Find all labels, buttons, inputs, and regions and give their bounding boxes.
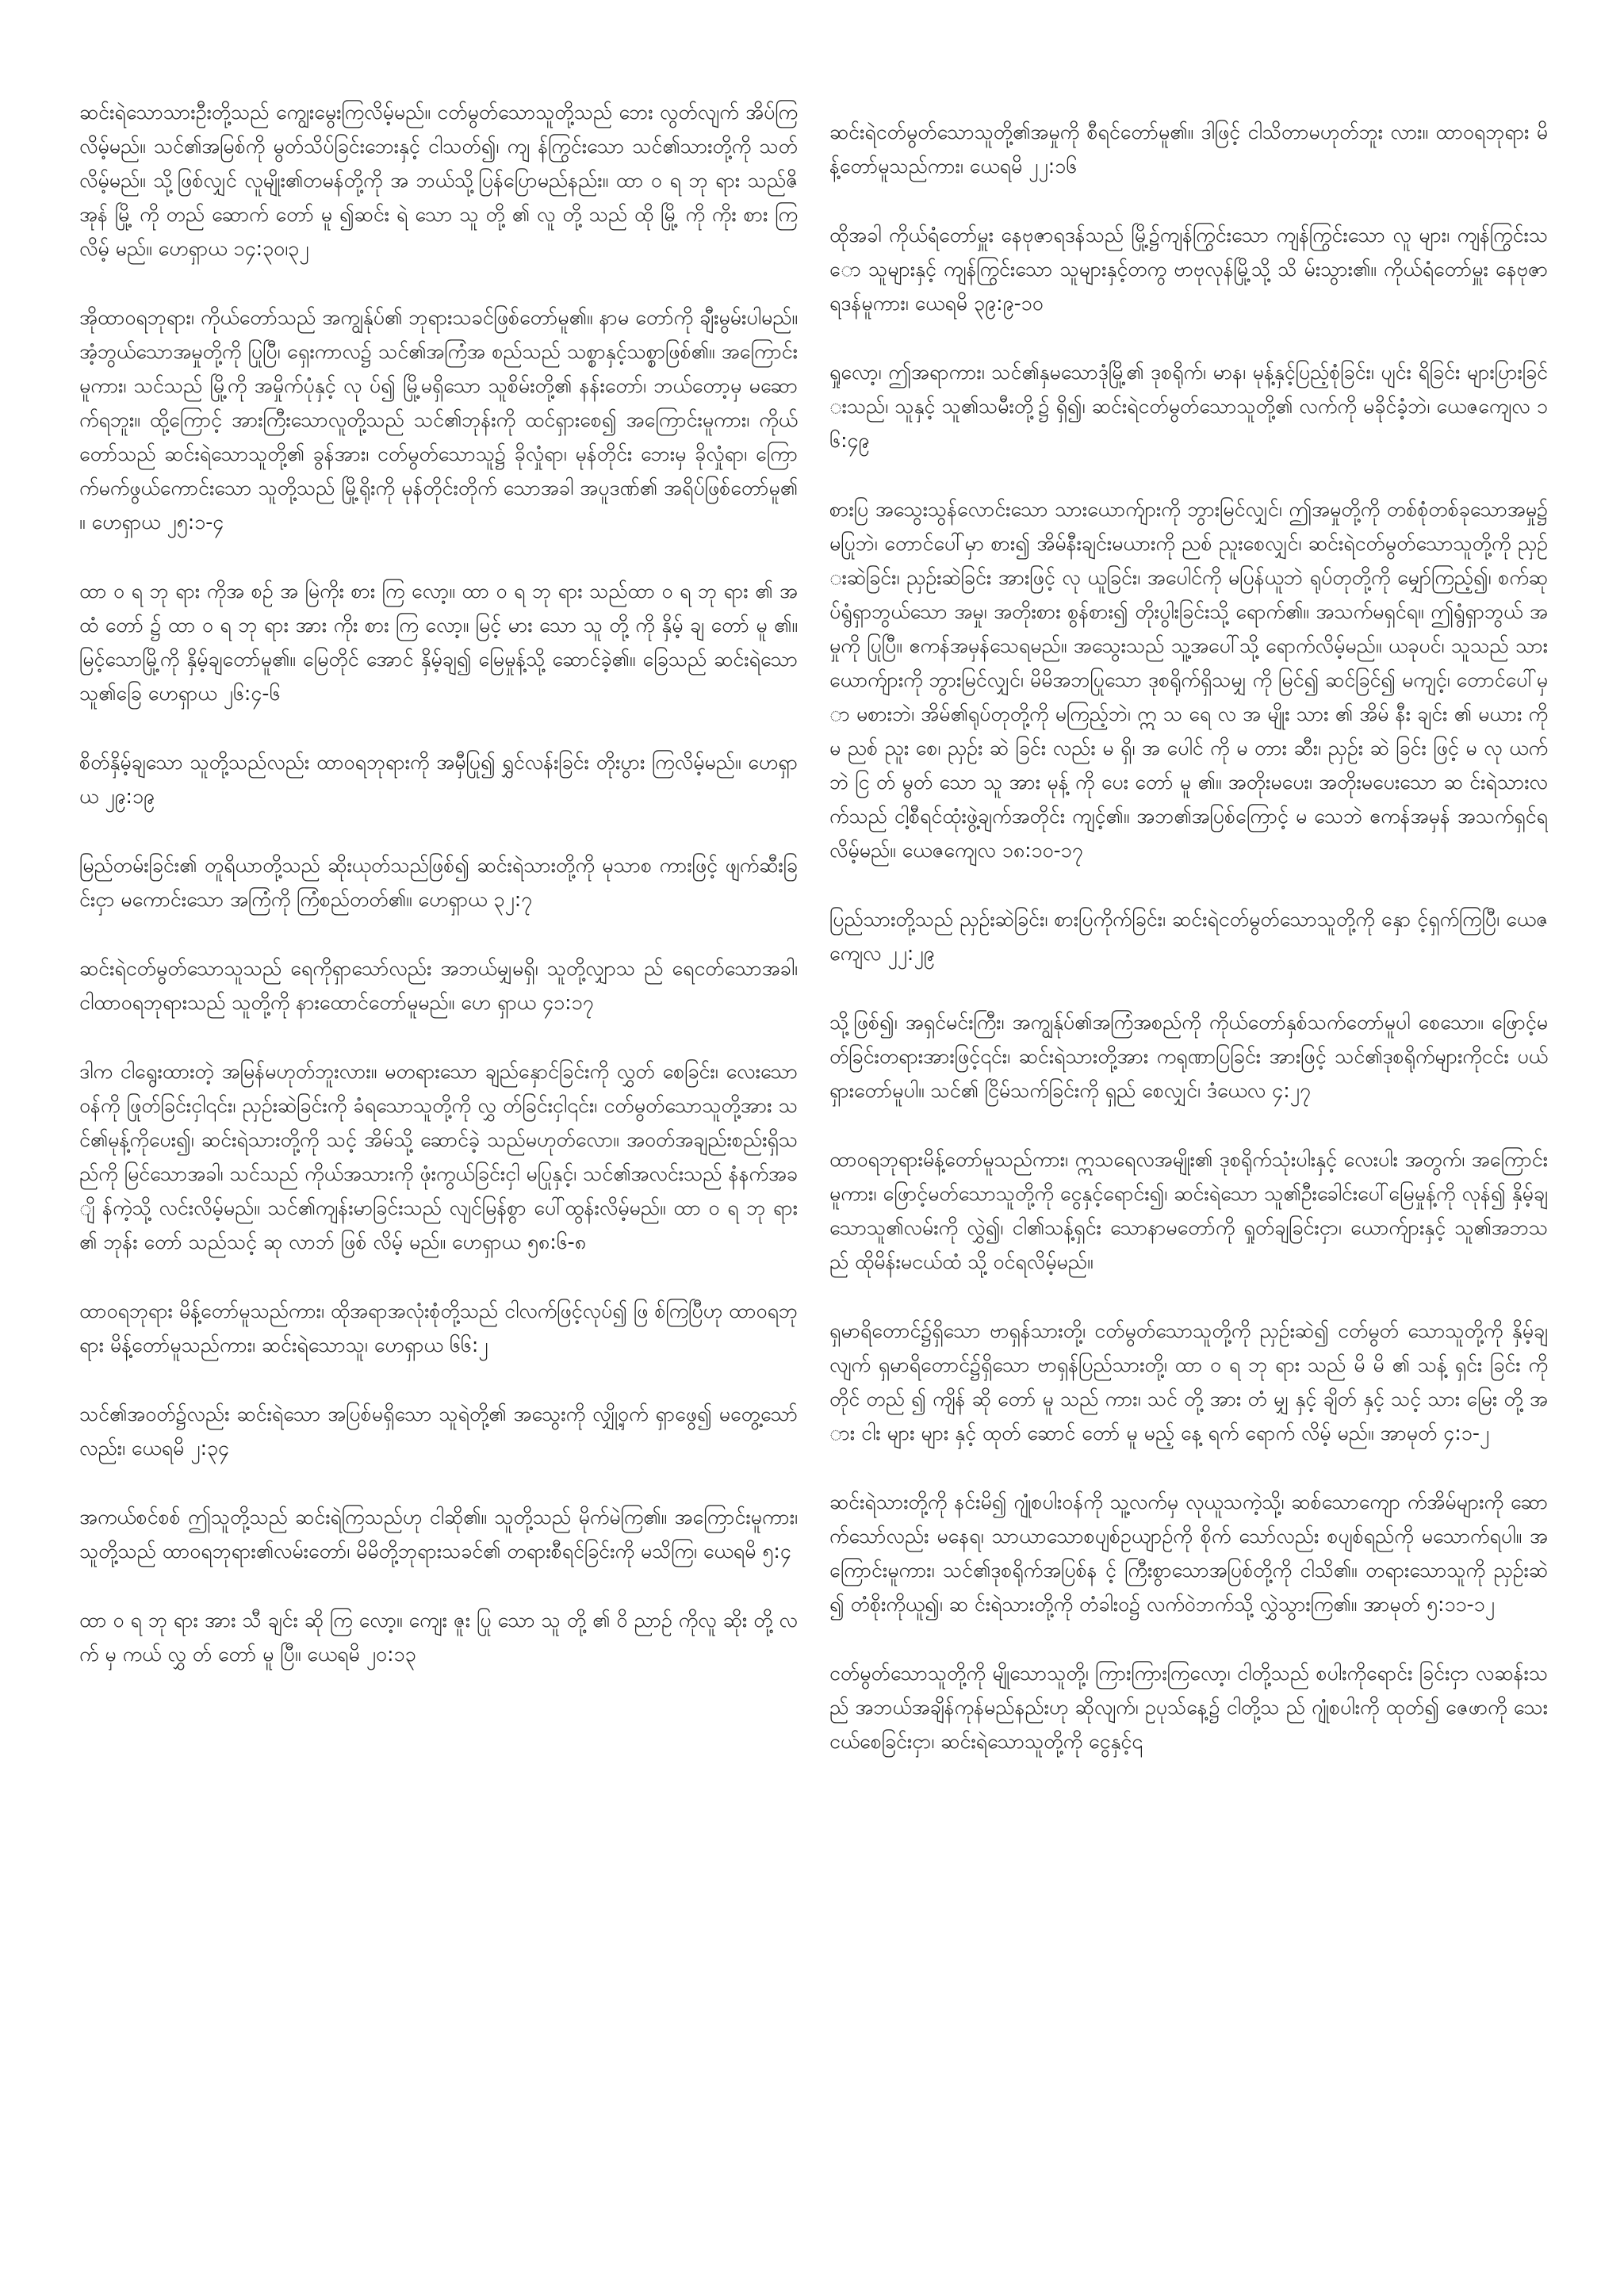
verse-paragraph: ထာဝရဘုရားမိန့်တော်မူသည်ကား၊ ဣသရေလအမျိုး၏ ဒုစရိုက်သုံးပါးနှင့် လေးပါး အတွက်၊ အကြောင်းမူကား၊ ဖြောင့်မတ်သောသူတို့ကို ငွေနှင့်ရောင်း၍၊ ဆင်းရဲသော သူ၏ဦးခေါင်းပေါ်မြေမှုန့်ကို လုန်၍ နှိမ့်ချသောသူ၏လမ်းကို လွှဲ၍၊ ငါ၏သန့်ရှင်း သောနာမတော်ကို ရှုတ်ချခြင်းငှာ၊ ယောက်ျားနှင့် သူ၏အဘသည် ထိုမိန်းမငယ်ထံ သို့ ဝင်ရလိမ့်မည်။ [829,1148,1548,1273]
verse-paragraph: ဆင်းရဲငတ်မွတ်သောသူသည် ရေကိုရှာသော်လည်း အဘယ်မျှမရှိ၊ သူတို့လျှာသ ည် ရေငတ်သောအခါ၊ ငါထာဝရဘုရားသည် သူတို့ကို နားထောင်တော်မူမည်။ ဟေ ရှာယ ၄၁:၁၇ [79,957,798,1014]
verse-paragraph: ထာဝရဘုရား မိန့်တော်မူသည်ကား၊ ထိုအရာအလုံးစုံတို့သည် ငါလက်ဖြင့်လုပ်၍ ဖြ စ်ကြပြီဟု ထာဝရဘုရား မိန့်တော်မူသည်ကား၊ ဆင်းရဲသောသူ၊ ဟေရှာယ ၆၆:၂ [79,1299,798,1357]
verse-paragraph: ထာ ဝ ရ ဘု ရား အား သီ ချင်း ဆို ကြ လော့။ ကျေး ဇူး ပြု သော သူ တို့ ၏ ဝိ ညာဉ် ကိုလူ ဆိုး တို့ လက် မှ ကယ် လွှ တ် တော် မူ ပြီ။ ယေရမိ ၂၀:၁၃ [79,1609,798,1666]
verse-paragraph: ဆင်းရဲငတ်မွတ်သောသူတို့၏အမှုကို စီရင်တော်မူ၏။ ဒါဖြင့် ငါသိတာမဟုတ်ဘူး လား။ ထာဝရဘုရား မိန့်တော်မူသည်ကား၊ ယေရမိ ၂၂:၁၆ [829,121,1548,178]
verse-paragraph: သင်၏အဝတ်၌လည်း ဆင်းရဲသော အပြစ်မရှိသော သူရဲတို့၏ အသွေးကို လျှို့ဝှက် ရှာဖွေ၍ မတွေ့သော်လည်း၊ ယေရမိ ၂:၃၄ [79,1402,798,1460]
verse-paragraph: ပြည်သားတို့သည် ညှဉ်းဆဲခြင်း၊ စားပြကိုက်ခြင်း၊ ဆင်းရဲငတ်မွတ်သောသူတို့ကို နှော င့်ရှက်ကြပြီ၊ ယေဇကျေလ ၂၂:၂၉ [829,908,1548,965]
left-column [79,95,798,2267]
verse-paragraph: ထာ ဝ ရ ဘု ရား ကိုအ စဉ် အ မြဲကိုး စား ကြ လော့။ ထာ ဝ ရ ဘု ရား သည်ထာ ဝ ရ ဘု ရား ၏ အ ထံ တော် ၌ ထာ ဝ ရ ဘု ရား အား ကိုး စား ကြ လော့။ မြင့် မား သော သူ တို့ ကို နှိမ့် ချ တော် မူ ၏။ မြင့်သောမြို့ကို နှိမ့်ချတော်မူ၏။ မြေတိုင် အောင် နှိမ့်ချ၍ မြေမှုန့်သို့ ဆောင်ခဲ့၏။ ခြေသည် ဆင်းရဲသောသူ၏ခြေ ဟေရှာယ ၂၆:၄-၆ [79,580,798,705]
verse-paragraph: ဆင်းရဲသောသားဦးတို့သည် ကျွေးမွေးကြလိမ့်မည်။ ငတ်မွတ်သောသူတို့သည် ဘေး လွတ်လျက် အိပ်ကြလိမ့်မည်။ သင်၏အမြစ်ကို မွတ်သိပ်ခြင်းဘေးနှင့် ငါသတ်၍၊ ကျ န်ကြွင်းသော သင်၏သားတို့ကို သတ်လိမ့်မည်။ သို့ဖြစ်လျှင် လူမျိုး၏တမန်တို့ကို အ ဘယ်သို့ပြန်ပြောမည်နည်း။ ထာ ဝ ရ ဘု ရား သည်ဇိ အုန် မြို့ ကို တည် ဆောက် တော် မူ ၍ဆင်း ရဲ သော သူ တို့ ၏ လူ တို့ သည် ထို မြို့ ကို ကိုး စား ကြ လိမ့် မည်။ ဟေရှာယ ၁၄:၃၀၊၃၂ [79,101,798,260]
verse-paragraph: အိုထာဝရဘုရား၊ ကိုယ်တော်သည် အကျွန်ုပ်၏ ဘုရားသခင်ဖြစ်တော်မူ၏။ နာမ တော်ကို ချီးမွမ်းပါမည်။ အံ့ဘွယ်သောအမှုတို့ကို ပြုပြီ၊ ရှေးကာလ၌ သင်၏အကြံအ စည်သည် သစ္စာနှင့်သစ္စာဖြစ်၏။ အကြောင်းမူကား၊ သင်သည် မြို့ကို အမှိုက်ပုံနှင့် လု ပ်၍ မြို့မရှိသော သူစိမ်းတို့၏ နန်းတော်၊ ဘယ်တော့မှ မဆောက်ရဘူး။ ထို့ကြောင့် အားကြီးသောလူတို့သည် သင်၏ဘုန်းကို ထင်ရှားစေ၍ အကြောင်းမူကား၊ ကိုယ် တော်သည် ဆင်းရဲသောသူတို့၏ ခွန်အား၊ ငတ်မွတ်သောသူ၌ ခိုလှုံရာ၊ မုန်တိုင်း ဘေးမှ ခိုလှုံရာ၊ ကြောက်မက်ဖွယ်ကောင်းသော သူတို့သည် မြို့ရိုးကို မုန်တိုင်းတိုက် သောအခါ အပူဒဏ်၏ အရိပ်ဖြစ်တော်မူ၏။ ဟေရှာယ ၂၅:၁-၄ [79,306,798,534]
verse-paragraph: မြည်တမ်းခြင်း၏ တူရိယာတို့သည် ဆိုးယုတ်သည်ဖြစ်၍ ဆင်းရဲသားတို့ကို မုသာစ ကားဖြင့် ဖျက်ဆီးခြင်းငှာ မကောင်းသော အကြံကို ကြံစည်တတ်၏။ ဟေရှာယ ၃၂:၇ [79,854,798,911]
right-column [829,115,1548,2287]
verse-paragraph: သို့ဖြစ်၍၊ အရှင်မင်းကြီး၊ အကျွန်ုပ်၏အကြံအစည်ကို ကိုယ်တော်နှစ်သက်တော်မူပါ စေသော။ ဖြောင့်မတ်ခြင်းတရားအားဖြင့်၎င်း၊ ဆင်းရဲသားတို့အား ကရုဏာပြခြင်း အားဖြင့် သင်၏ဒုစရိုက်များကိုငင်း ပယ်ရှားတော်မူပါ။ သင်၏ ငြိမ်သက်ခြင်းကို ရှည် စေလျှင်၊ ဒံယေလ ၄:၂၇ [829,1011,1548,1102]
verse-paragraph: ထိုအခါ ကိုယ်ရံတော်မှူး နေဗုဇာရဒန်သည် မြို့၌ကျန်ကြွင်းသော ကျန်ကြွင်းသော လူ များ၊ ကျန်ကြွင်းသော သူများနှင့် ကျန်ကြွင်းသော သူများနှင့်တကွ ဗာဗုလုန်မြို့သို့ သိ မ်းသွား၏။ ကိုယ်ရံတော်မှူး နေဗုဇာရဒန်မူကား၊ ယေရမိ ၃၉:၉-၁၀ [829,224,1548,315]
verse-paragraph: ငတ်မွတ်သောသူတို့ကို မျိုသောသူတို့၊ ကြားကြားကြလော့၊ ငါတို့သည် စပါးကိုရောင်း ခြင်းငှာ လဆန်းသည် အဘယ်အချိန်ကုန်မည်နည်းဟု ဆိုလျက်၊ ဥပုသ်နေ့၌ ငါတို့သ ည် ဂျုံစပါးကို ထုတ်၍ ဇေဖာကို သေးငယ်စေခြင်းငှာ၊ ဆင်းရဲသောသူတို့ကို ငွေနှင့်၎ [829,1662,1548,1753]
verse-paragraph: ဒါက ငါရွေးထားတဲ့ အမြန်မဟုတ်ဘူးလား။ မတရားသော ချည်နှောင်ခြင်းကို လွှတ် စေခြင်း၊ လေးသောဝန်ကို ဖြုတ်ခြင်းငှါ၎င်း၊ ညှဉ်းဆဲခြင်းကို ခံရသောသူတို့ကို လွှ တ်ခြင်းငှါ၎င်း၊ ငတ်မွတ်သောသူတို့အား သင်၏မုန့်ကိုပေး၍၊ ဆင်းရဲသားတို့ကို သင့် အိမ်သို့ ဆောင်ခဲ့ သည်မဟုတ်လော။ အဝတ်အချည်းစည်းရှိသည်ကို မြင်သောအခါ၊ သင်သည် ကိုယ်အသားကို ဖုံးကွယ်ခြင်းငှါ မပြုနှင့်၊ သင်၏အလင်းသည် နံနက်အချိ န်ကဲ့သို့ လင်းလိမ့်မည်။ သင်၏ကျန်းမာခြင်းသည် လျင်မြန်စွာ ပေါ်ထွန်းလိမ့်မည်။ ထာ ဝ ရ ဘု ရား ၏ ဘုန်း တော် သည်သင့် ဆု လာဘ် ဖြစ် လိမ့် မည်။ ဟေရှာယ ၅၈:၆-၈ [79,1060,798,1253]
verse-paragraph: စားပြ အသွေးသွန်လောင်းသော သားယောက်ျားကို ဘွားမြင်လျှင်၊ ဤအမှုတို့ကို တစ်စုံတစ်ခုသောအမှု၌ မပြုဘဲ၊ တောင်ပေါ်မှာ စား၍ အိမ်နီးချင်းမယားကို ညစ် ညူးစေလျှင်၊ ဆင်းရဲငတ်မွတ်သောသူတို့ကို ညှဉ်းဆဲခြင်း၊ ညှဉ်းဆဲခြင်း အားဖြင့် လု ယူခြင်း၊ အပေါင်ကို မပြန်ယူဘဲ ရုပ်တုတို့ကို မျှော်ကြည့်၍၊ စက်ဆုပ်ရွံရှာဘွယ်သော အမှု၊ အတိုးစား စွန်စား၍ တိုးပွါးခြင်းသို့ ရောက်၏။ အသက်မရှင်ရ။ ဤရွံရှာဘွယ် အမှုကို ပြုပြီ။ ဧကန်အမှန်သေရမည်။ အသွေးသည် သူ့အပေါ်သို့ ရောက်လိမ့်မည်။ ယခုပင်၊ သူသည် သားယောက်ျားကို ဘွားမြင်လျှင်၊ မိမိအဘပြုသော ဒုစရိုက်ရှိသမျှ ကို မြင်၍ ဆင်ခြင်၍ မကျင့်၊ တောင်ပေါ်မှာ မစားဘဲ၊ အိမ်၏ရုပ်တုတို့ကို မကြည့်ဘဲ၊ ဣ သ ရေ လ အ မျိုး သား ၏ အိမ် နီး ချင်း ၏ မယား ကို မ ညစ် ညူး စေ၊ ညှဉ်း ဆဲ ခြင်း လည်း မ ရှိ၊ အ ပေါင် ကို မ တား ဆီး၊ ညှဉ်း ဆဲ ခြင်း ဖြင့် မ လု ယက် ဘဲ ငြ တ် မွတ် သော သူ အား မုန့် ကို ပေး တော် မူ ၏။ အတိုးမပေး၊ အတိုးမပေးသော ဆ င်းရဲသားလက်သည် ငါ့စီရင်ထုံးဖွဲ့ချက်အတိုင်း ကျင့်၏။ အဘ၏အပြစ်ကြောင့် မ သေဘဲ ဧကန်အမှန် အသက်ရှင်ရလိမ့်မည်။ ယေဇကျေလ ၁၈:၁၀-၁၇ [829,498,1548,862]
verse-paragraph: အကယ်စင်စစ် ဤသူတို့သည် ဆင်းရဲကြသည်ဟု ငါဆို၏။ သူတို့သည် မိုက်မဲကြ၏။ အကြောင်းမူကား၊ သူတို့သည် ထာဝရဘုရား၏လမ်းတော်၊ မိမိတို့ဘုရားသခင်၏ တရားစီရင်ခြင်းကို မသိကြ၊ ယေရမိ ၅:၄ [79,1506,798,1563]
verse-paragraph: ရှမာရိတောင်၌ရှိသော ဗာရှန်သားတို့၊ ငတ်မွတ်သောသူတို့ကို ညှဉ်းဆဲ၍ ငတ်မွတ် သောသူတို့ကို နှိမ့်ချလျက် ရှမာရိတောင်၌ရှိသော ဗာရှန်ပြည်သားတို့၊ ထာ ဝ ရ ဘု ရား သည် မိ မိ ၏ သန့် ရှင်း ခြင်း ကို တိုင် တည် ၍ ကျိန် ဆို တော် မူ သည် ကား၊ သင် တို့ အား တံ မျှ နှင့် ချိတ် နှင့် သင့် သား မြေး တို့ အား ငါး များ များ နှင့် ထုတ် ဆောင် တော် မူ မည့် နေ့ ရက် ရောက် လိမ့် မည်။ အာမုတ် ၄:၁-၂ [829,1319,1548,1445]
verse-paragraph: စိတ်နှိမ့်ချသော သူတို့သည်လည်း ထာဝရဘုရားကို အမှီပြု၍ ရွှင်လန်းခြင်း တိုးပွား ကြလိမ့်မည်။ ဟေရှာယ ၂၉:၁၉ [79,751,798,808]
verse-paragraph: ရှုလော့၊ ဤအရာကား၊ သင်၏နှမသောဒုံမြို့၏ ဒုစရိုက်၊ မာန၊ မုန့်နှင့်ပြည့်စုံခြင်း၊ ပျင်း ရိခြင်း များပြားခြင်းသည်၊ သူနှင့် သူ၏သမီးတို့၌ ရှိ၍၊ ဆင်းရဲငတ်မွတ်သောသူတို့၏ လက်ကို မခိုင်ခံ့ဘဲ၊ ယေဇကျေလ ၁၆:၄၉ [829,361,1548,452]
verse-paragraph: ဆင်းရဲသားတို့ကို နင်းမိ၍ ဂျုံစပါးဝန်ကို သူ့လက်မှ လုယူသကဲ့သို့၊ ဆစ်သောကျော က်အိမ်များကို ဆောက်သော်လည်း မနေရ၊ သာယာသောစပျစ်ဥယျာဉ်ကို စိုက် သော်လည်း စပျစ်ရည်ကို မသောက်ရပါ။ အကြောင်းမူကား၊ သင်၏ဒုစရိုက်အပြစ်န င့် ကြီးစွာသောအပြစ်တို့ကို ငါသိ၏။ တရားသောသူကို ညှဉ်းဆဲ၍ တံစိုးကိုယူ၍၊ ဆ င်းရဲသားတို့ကို တံခါးဝ၌ လက်ဝဲဘက်သို့ လွှဲသွားကြ၏။ အာမုတ် ၅:၁၁-၁၂ [829,1490,1548,1616]
